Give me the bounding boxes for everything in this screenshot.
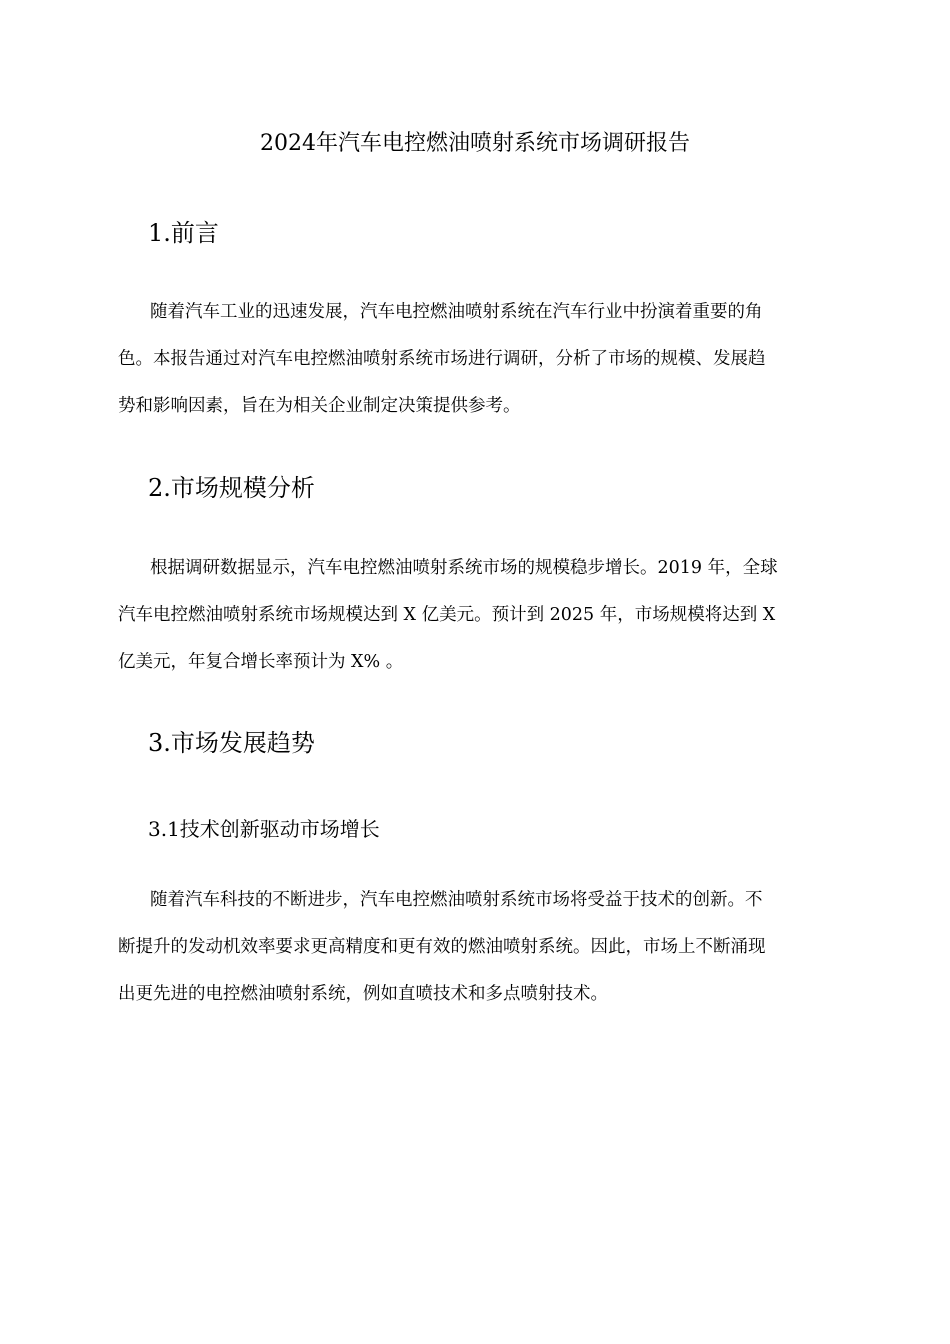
paragraph-line: 断提升的发动机效率要求更高精度和更有效的燃油喷射系统。因此，市场上不断涌现 <box>118 937 766 957</box>
paragraph-preface <box>118 289 830 430</box>
paragraph-line: 随着汽车科技的不断进步，汽车电控燃油喷射系统市场将受益于技术的创新。不 <box>150 890 763 910</box>
paragraph-line: 亿美元，年复合增长率预计为 X% 。 <box>118 652 404 672</box>
paragraph-line: 势和影响因素，旨在为相关企业制定决策提供参考。 <box>118 396 521 416</box>
paragraph-line: 随着汽车工业的迅速发展，汽车电控燃油喷射系统在汽车行业中扮演着重要的角 <box>150 302 763 322</box>
paragraph-tech-innovation <box>118 877 830 1018</box>
paragraph-line: 汽车电控燃油喷射系统市场规模达到 X 亿美元。预计到 2025 年，市场规模将达到 X <box>118 605 776 625</box>
paragraph-line: 根据调研数据显示，汽车电控燃油喷射系统市场的规模稳步增长。2019 年，全球 <box>150 558 778 578</box>
subsection-heading-tech-innovation: 3.1技术创新驱动市场增长 <box>148 817 380 841</box>
paragraph-line: 色。本报告通过对汽车电控燃油喷射系统市场进行调研，分析了市场的规模、发展趋 <box>118 349 766 369</box>
section-heading-market-trends: 3.市场发展趋势 <box>148 729 315 757</box>
document-title: 2024年汽车电控燃油喷射系统市场调研报告 <box>260 131 690 156</box>
paragraph-market-size <box>118 545 830 686</box>
section-heading-market-size: 2.市场规模分析 <box>148 474 315 502</box>
paragraph-line: 出更先进的电控燃油喷射系统，例如直喷技术和多点喷射技术。 <box>118 984 608 1004</box>
section-heading-preface: 1.前言 <box>148 219 219 247</box>
